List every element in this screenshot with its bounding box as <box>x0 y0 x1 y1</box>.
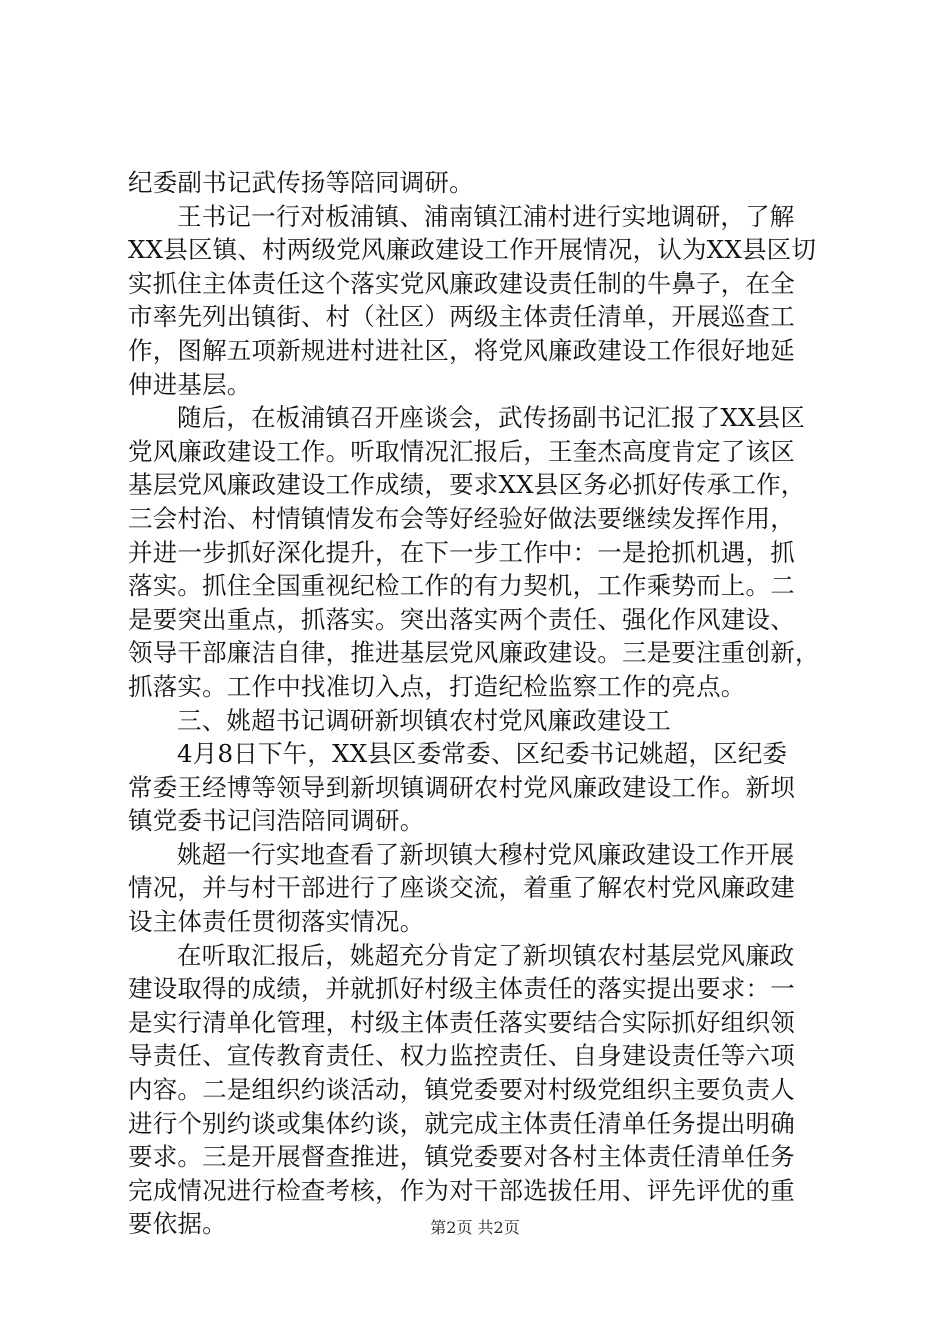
text-line: 市率先列出镇街、村（社区）两级主体责任清单，开展巡查工 <box>128 302 795 332</box>
text-line: XX县区镇、村两级党风廉政建设工作开展情况，认为XX县区切 <box>128 235 817 265</box>
text-line: 进行个别约谈或集体约谈，就完成主体责任清单任务提出明确 <box>128 1108 795 1138</box>
text-line: 纪委副书记武传扬等陪同调研。 <box>128 168 474 197</box>
text-line: 并进一步抓好深化提升，在下一步工作中：一是抢抓机遇，抓 <box>128 537 795 567</box>
text-line: 完成情况进行检查考核，作为对干部选拔任用、评先评优的重 <box>128 1175 795 1205</box>
text-line: 设主体责任贯彻落实情况。 <box>128 907 425 937</box>
text-line: 党风廉政建设工作。听取情况汇报后，王奎杰高度肯定了该区 <box>128 436 795 466</box>
text-line: 作，图解五项新规进村进社区，将党风廉政建设工作很好地延 <box>128 335 795 365</box>
text-line: 基层党风廉政建设工作成绩，要求XX县区务必抓好传承工作， <box>128 470 806 500</box>
text-line: 随后，在板浦镇召开座谈会，武传扬副书记汇报了XX县区 <box>177 403 806 433</box>
text-line: 常委王经博等领导到新坝镇调研农村党风廉政建设工作。新坝 <box>128 772 795 802</box>
text-line: 王书记一行对板浦镇、浦南镇江浦村进行实地调研，了解 <box>177 201 795 231</box>
text-line: 情况，并与村干部进行了座谈交流，着重了解农村党风廉政建 <box>128 873 795 903</box>
text-line: 内容。二是组织约谈活动，镇党委要对村级党组织主要负责人 <box>128 1075 795 1105</box>
text-line: 实抓住主体责任这个落实党风廉政建设责任制的牛鼻子，在全 <box>128 268 795 298</box>
text-line: 镇党委书记闫浩陪同调研。 <box>128 806 425 836</box>
text-line: 抓落实。工作中找准切入点，打造纪检监察工作的亮点。 <box>128 671 746 701</box>
text-line: 4月8日下午，XX县区委常委、区纪委书记姚超，区纪委 <box>177 739 788 769</box>
text-line: 是要突出重点，抓落实。突出落实两个责任、强化作风建设、 <box>128 604 795 634</box>
text-line: 伸进基层。 <box>128 369 252 399</box>
text-line: 领导干部廉洁自律，推进基层党风廉政建设。三是要注重创新， <box>128 638 820 668</box>
text-line: 姚超一行实地查看了新坝镇大穆村党风廉政建设工作开展 <box>177 839 795 869</box>
page-footer: 第2页 共2页 <box>430 1218 520 1237</box>
text-line: 是实行清单化管理，村级主体责任落实要结合实际抓好组织领 <box>128 1007 795 1037</box>
text-line: 导责任、宣传教育责任、权力监控责任、自身建设责任等六项 <box>128 1041 795 1071</box>
body-text <box>128 166 838 1241</box>
text-line: 要求。三是开展督查推进，镇党委要对各村主体责任清单任务 <box>128 1142 795 1172</box>
text-line: 建设取得的成绩，并就抓好村级主体责任的落实提出要求：一 <box>128 974 795 1004</box>
text-line: 三、姚超书记调研新坝镇农村党风廉政建设工 <box>177 705 671 735</box>
text-line: 要依据。 <box>128 1209 227 1239</box>
text-line: 三会村治、村情镇情发布会等好经验好做法要继续发挥作用， <box>128 503 795 533</box>
text-line: 在听取汇报后，姚超充分肯定了新坝镇农村基层党风廉政 <box>177 940 795 970</box>
text-line: 落实。抓住全国重视纪检工作的有力契机，工作乘势而上。二 <box>128 571 795 601</box>
